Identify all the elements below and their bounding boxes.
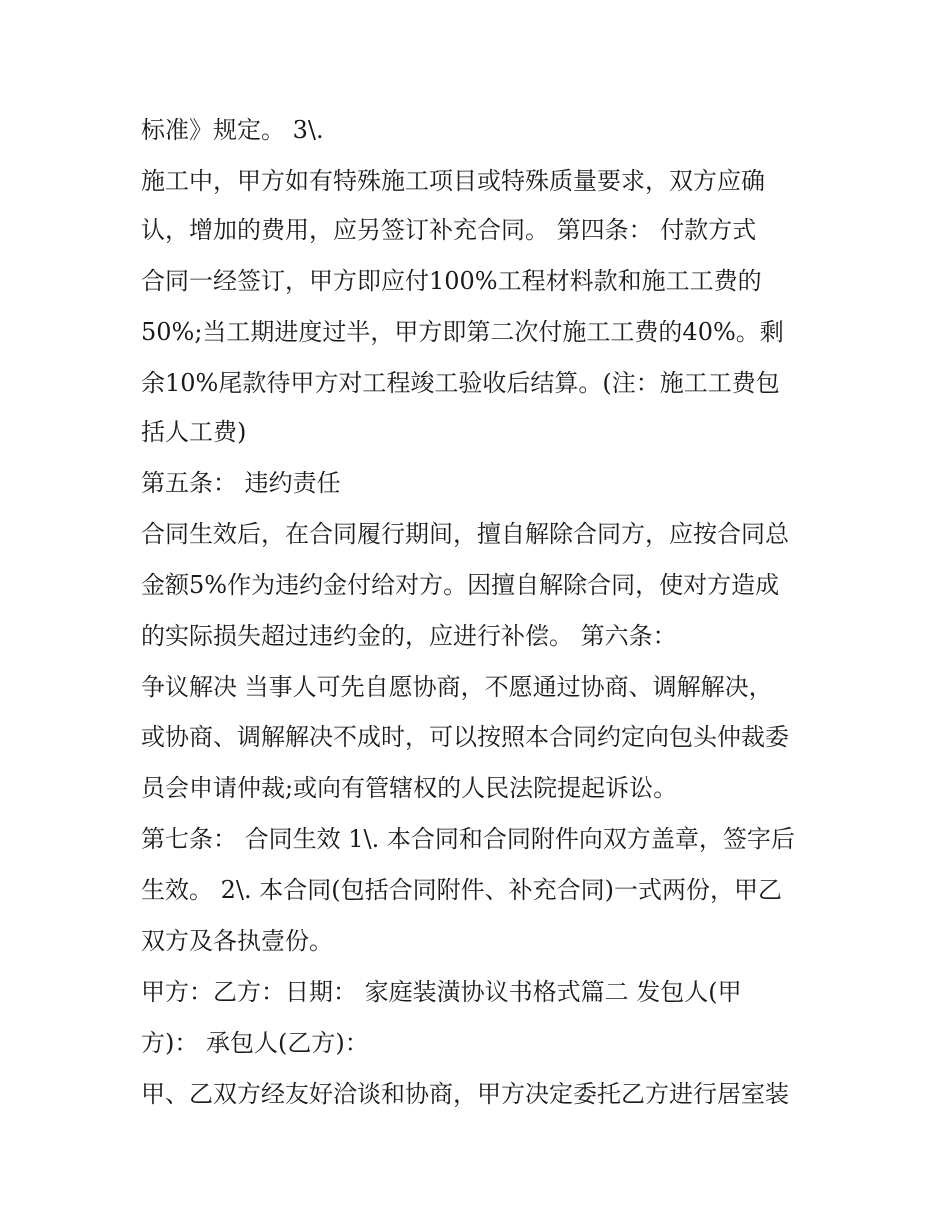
text-line: 员会申请仲裁;或向有管辖权的人民法院提起诉讼。 <box>141 774 678 802</box>
text-line: 余10%尾款待甲方对工程竣工验收后结算。(注：施工工费包 <box>141 369 780 397</box>
text-line: 甲方：乙方：日期： 家庭装潢协议书格式篇二 发包人(甲 <box>141 978 742 1006</box>
text-line: 合同生效后，在合同履行期间，擅自解除合同方，应按合同总 <box>141 520 789 548</box>
text-line: 50%;当工期进度过半，甲方即第二次付施工工费的40%。剩 <box>141 318 784 346</box>
text-line: 双方及各执壹份。 <box>141 927 333 955</box>
text-line: 合同一经签订，甲方即应付100%工程材料款和施工工费的 <box>141 267 762 295</box>
text-line: 生效。 2\. 本合同(包括合同附件、补充合同)一式两份，甲乙 <box>141 876 782 904</box>
text-line: 甲、乙双方经友好洽谈和协商，甲方决定委托乙方进行居室装 <box>141 1080 789 1108</box>
text-line: 括人工费) <box>141 418 247 446</box>
text-line: 第七条： 合同生效 1\. 本合同和合同附件向双方盖章，签字后 <box>141 825 795 853</box>
text-line: 方)： 承包人(乙方)： <box>141 1029 369 1057</box>
text-line: 或协商、调解解决不成时，可以按照本合同约定向包头仲裁委 <box>141 723 789 751</box>
text-line: 标准》规定。 3\. <box>141 116 324 144</box>
text-line: 争议解决 当事人可先自愿协商，不愿通过协商、调解解决， <box>141 673 773 701</box>
text-line: 的实际损失超过违约金的，应进行补偿。 第六条： <box>141 622 677 650</box>
text-line: 认，增加的费用，应另签订补充合同。 第四条： 付款方式 <box>141 216 757 244</box>
text-line: 施工中，甲方如有特殊施工项目或特殊质量要求，双方应确 <box>141 167 765 195</box>
text-line: 第五条： 违约责任 <box>141 469 341 497</box>
text-line: 金额5%作为违约金付给对方。因擅自解除合同，使对方造成 <box>141 571 780 599</box>
